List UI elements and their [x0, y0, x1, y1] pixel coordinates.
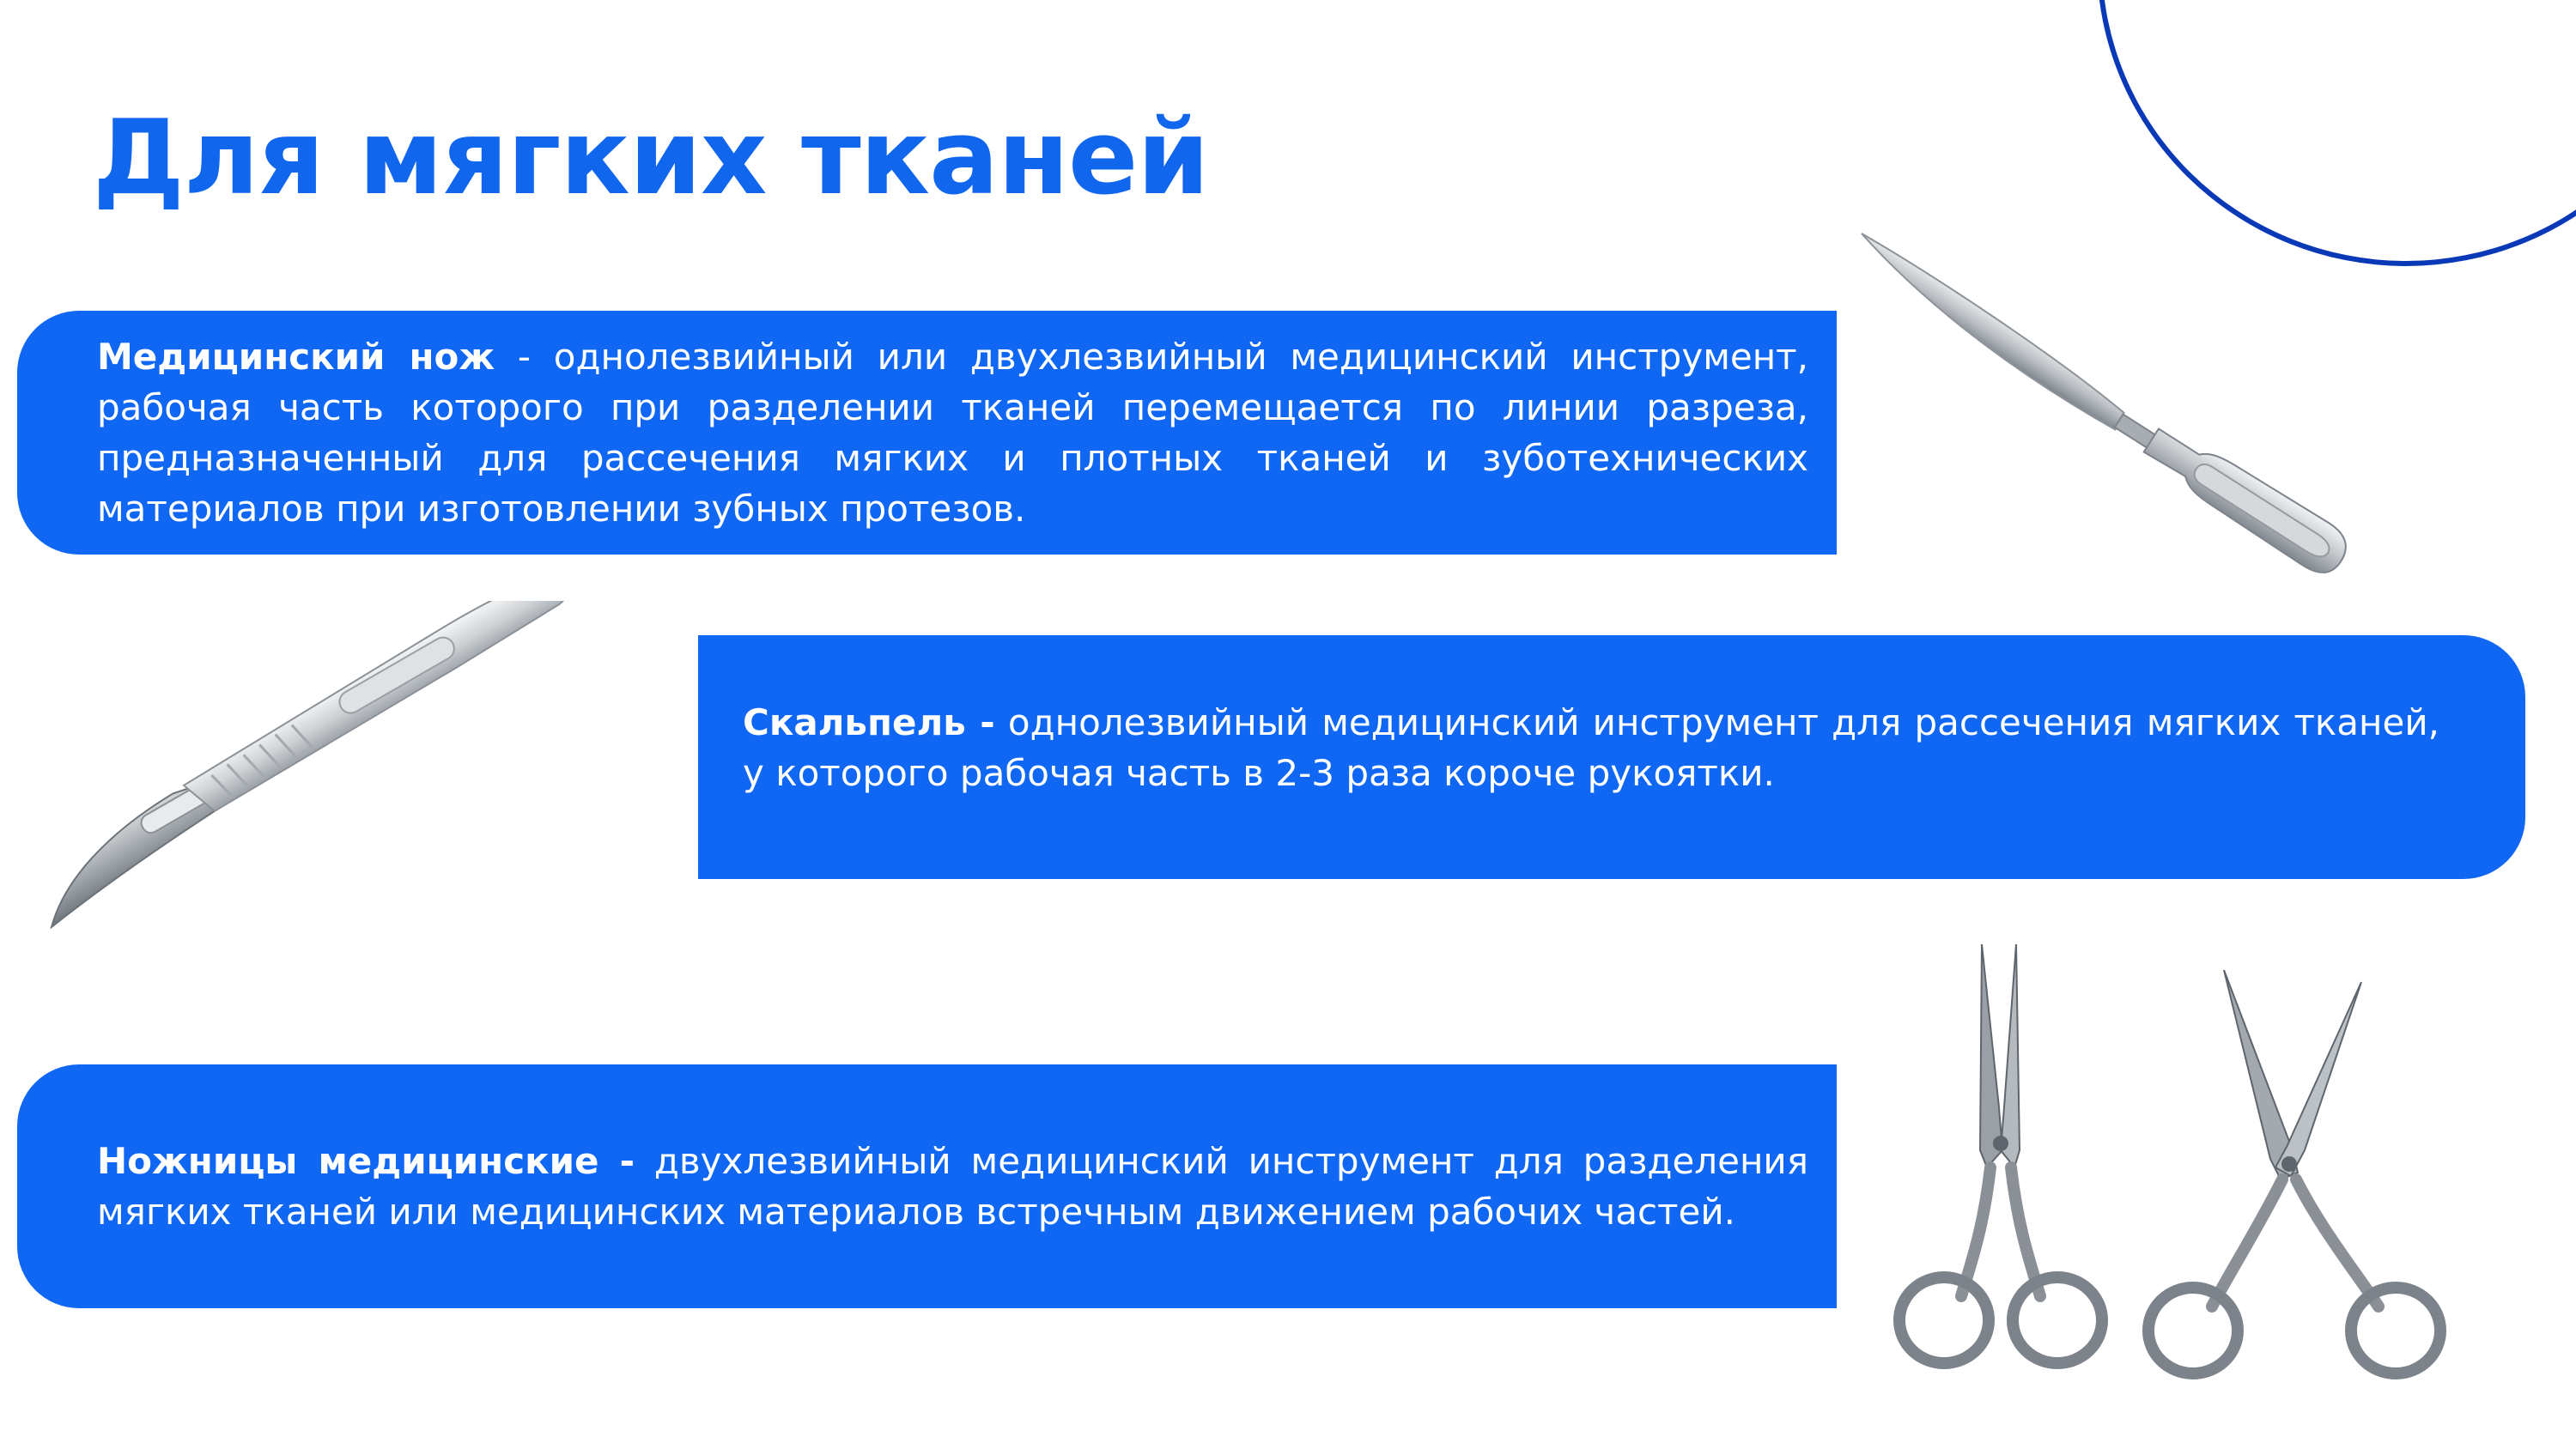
medical-knife-icon	[1846, 215, 2456, 575]
straight-scissors-icon	[1889, 944, 2121, 1391]
knife-description-card	[17, 311, 1837, 555]
scissors-description-card	[17, 1064, 1837, 1308]
scalpel-term: Скальпель -	[743, 701, 995, 743]
page-title: Для мягких тканей	[93, 99, 1209, 218]
scalpel-icon	[43, 601, 678, 944]
open-scissors-icon	[2129, 970, 2473, 1399]
knife-term: Медицинский нож	[97, 336, 495, 378]
knife-definition: - однолезвийный или двухлезвийный медицинский инструмент, рабочая часть которого при разделении тканей перемещается по линии разреза, предназначенный для рассечения мягких и плотных тканей и зуботехнических материалов при изготовлении зубных протезов.	[97, 336, 1808, 530]
scalpel-description	[743, 697, 2439, 798]
knife-description	[97, 331, 1808, 534]
scissors-term: Ножницы медицинские -	[97, 1140, 635, 1182]
scissors-definition: двухлезвийный медицинский инструмент для разделения мягких тканей или медицинских материалов встречным движением рабочих частей.	[97, 1140, 1808, 1233]
scalpel-description-card	[698, 635, 2525, 879]
scalpel-definition: однолезвийный медицинский инструмент для рассечения мягких тканей, у которого рабочая часть в 2-3 раза короче рукоятки.	[743, 701, 2439, 794]
scissors-description	[97, 1136, 1808, 1237]
